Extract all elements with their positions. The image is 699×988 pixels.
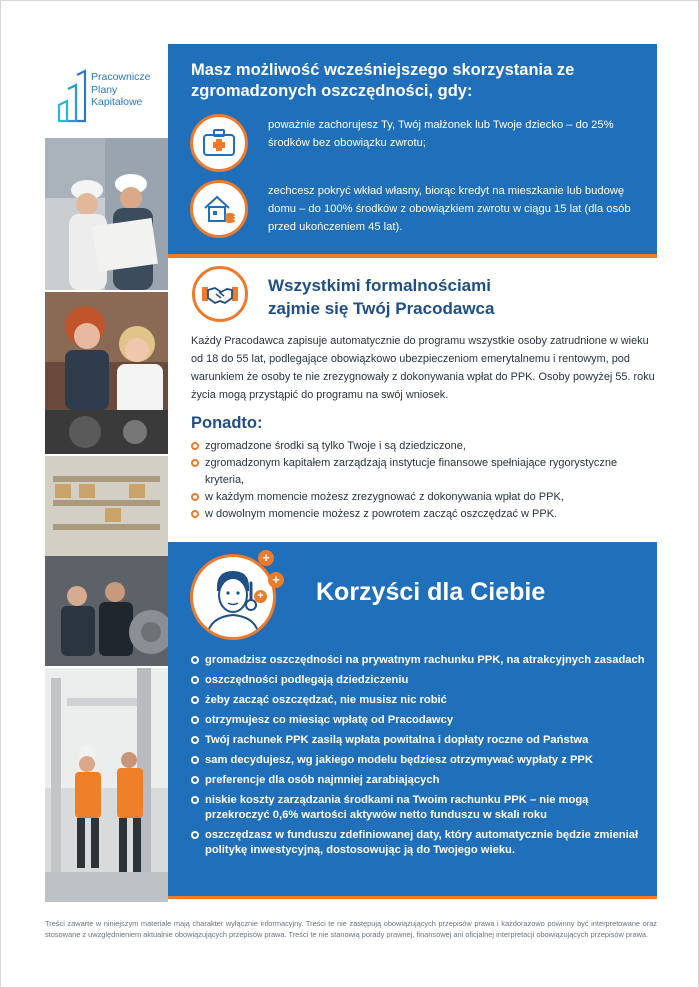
- list-item: [191, 673, 646, 688]
- bullet-icon: [191, 676, 199, 684]
- logo-line: Pracownicze: [91, 71, 151, 83]
- list-item: [191, 828, 646, 858]
- list-item: [191, 506, 651, 523]
- legal-disclaimer: Treści zawarte w niniejszym materiale mają charakter wyłącznie informacyjny. Treści te nie zastępują obowiązujących przepisów prawa i każdorazowo powinny być interpretowane oraz stosowane z uwzględnieniem aktualnie obowiązujących przepisów prawa. Treści te nie stanowią porady prawnej, finansowej ani oficjalnej interpretacji obowiązujących przepisów prawa.: [45, 919, 657, 939]
- list-item-text: oszczędności podlegają dziedziczeniu: [205, 674, 409, 686]
- ppk-logo: [57, 67, 167, 127]
- photo-column: [45, 138, 168, 902]
- list-item-text: żeby zacząć oszczędzać, nie musisz nic robić: [205, 694, 447, 706]
- employer-paragraph: Każdy Pracodawca zapisuje automatycznie do programu wszystkie osoby zatrudnione w wieku od 18 do 55 lat, podlegające obowiązkowo ubezpieczeniom emerytalnemu i rentowym, pod warunkiem że osoby te nie zrezygnowały z dokonywania wpłat do PPK. Osoby powyżej 55. roku życia mogą przystąpić do programu na swój wniosek.: [191, 335, 655, 401]
- list-item: [191, 489, 651, 506]
- early-withdrawal-section: [168, 44, 657, 254]
- photo-warehouse-machinery: [45, 456, 168, 666]
- employer-heading-line: zajmie się Twój Pracodawca: [268, 299, 495, 318]
- benefits-heading: Korzyści dla Ciebie: [316, 578, 546, 606]
- bullet-icon: [191, 493, 199, 501]
- list-item: [191, 438, 651, 455]
- house-coins-icon: [190, 180, 248, 238]
- list-item-text: otrzymujesz co miesiąc wpłatę od Pracodawcy: [205, 714, 454, 726]
- benefits-section: [168, 542, 657, 896]
- list-item: [191, 793, 646, 823]
- housing-item: [190, 180, 650, 242]
- bullet-icon: [191, 796, 199, 804]
- list-item-text: niskie koszty zarządzania środkami na Twoim rachunku PPK – nie mogą przekroczyć 0,6% wartości aktywów netto funduszu w skali roku: [205, 794, 589, 821]
- logo-line: Kapitałowe: [91, 96, 143, 108]
- list-item-text: oszczędzasz w funduszu zdefiniowanej daty, który automatycznie będzie zmieniał politykę inwestycyjną, dostosowując ją do Twojego wieku.: [205, 829, 639, 856]
- list-item-text: zgromadzone środki są tylko Twoje i są dziedziczone,: [205, 440, 466, 452]
- moreover-heading: Ponadto:: [191, 414, 263, 432]
- ppk-logo-icon: [57, 67, 91, 123]
- bullet-icon: [191, 510, 199, 518]
- list-item-text: preferencje dla osób najmniej zarabiających: [205, 774, 440, 786]
- moreover-list: [191, 438, 651, 523]
- employer-heading-line: Wszystkimi formalnościami: [268, 276, 491, 295]
- photo-factory-workers-vests: [45, 668, 168, 902]
- list-item: [191, 753, 646, 768]
- list-item: [191, 693, 646, 708]
- list-item: [191, 773, 646, 788]
- list-item: [191, 455, 651, 489]
- early-withdrawal-heading: Masz możliwość wcześniejszego skorzystania ze zgromadzonych oszczędności, gdy:: [191, 61, 575, 100]
- bullet-icon: [191, 756, 199, 764]
- list-item: [191, 653, 646, 668]
- plus-icon: +: [258, 550, 274, 566]
- list-item-text: sam decydujesz, wg jakiego modelu będziesz otrzymywać wypłaty z PPK: [205, 754, 593, 766]
- bullet-icon: [191, 831, 199, 839]
- medical-kit-icon: [190, 114, 248, 172]
- list-item: [191, 733, 646, 748]
- bullet-icon: [191, 459, 199, 467]
- bullet-icon: [191, 716, 199, 724]
- bullet-icon: [191, 696, 199, 704]
- plus-icon: +: [268, 572, 284, 588]
- orange-divider: [168, 896, 657, 899]
- list-item-text: zgromadzonym kapitałem zarządzają instytucje finansowe spełniające rygorystyczne kryteria,: [205, 457, 618, 486]
- employer-formalities-section: [168, 258, 657, 542]
- list-item-text: Twój rachunek PPK zasilą wpłata powitalna i dopłaty roczne od Państwa: [205, 734, 589, 746]
- photo-women-workshop: [45, 292, 168, 454]
- logo-line: Plany: [91, 83, 118, 96]
- list-item-text: gromadzisz oszczędności na prywatnym rachunku PPK, na atrakcyjnych zasadach: [205, 654, 645, 666]
- housing-item-text: zechcesz pokryć wkład własny, biorąc kredyt na mieszkanie lub budowę domu – do 100% środków z obowiązkiem zwrotu w ciągu 15 lat (dla osób przed ukończeniem 45 lat).: [268, 185, 631, 233]
- bullet-icon: [191, 776, 199, 784]
- handshake-icon: [192, 266, 248, 322]
- plus-icon: +: [254, 590, 267, 603]
- illness-item-text: poważnie zachorujesz Ty, Twój małżonek lub Twoje dziecko – do 25% środków bez obowiązku zwrotu;: [268, 119, 614, 149]
- logo-wordmark: [91, 71, 151, 109]
- illness-item: [190, 114, 650, 176]
- photo-engineers-hardhats: [45, 138, 168, 290]
- list-item: [191, 713, 646, 728]
- list-item-text: w każdym momencie możesz zrezygnować z dokonywania wpłat do PPK,: [205, 491, 564, 503]
- bullet-icon: [191, 442, 199, 450]
- bullet-icon: [191, 656, 199, 664]
- list-item-text: w dowolnym momencie możesz z powrotem zacząć oszczędzać w PPK.: [205, 508, 558, 520]
- benefits-list: [191, 653, 646, 858]
- bullet-icon: [191, 736, 199, 744]
- employer-heading: [268, 274, 628, 320]
